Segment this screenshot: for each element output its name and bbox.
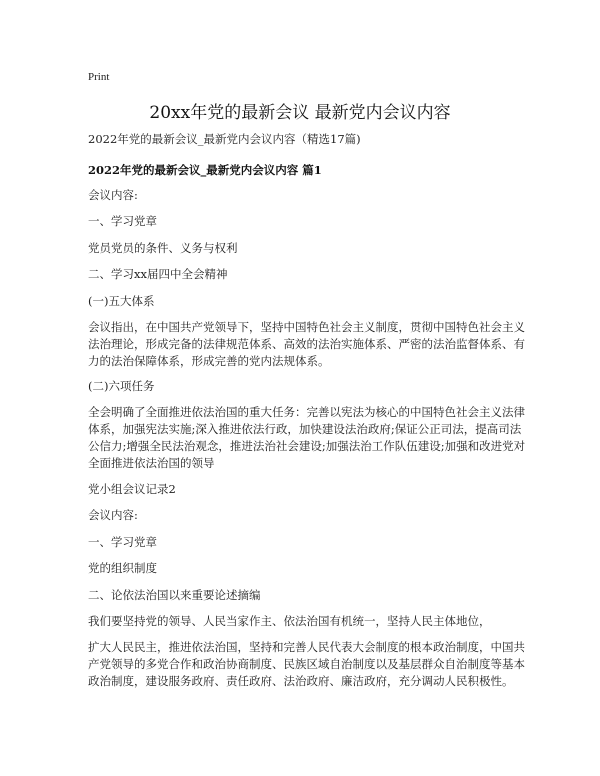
s2-paragraph-2: 扩大人民民主，推进依法治国，坚持和完善人民代表大会制度的根本政治制度，中国共产党领导的多党合作和政治协商制度、民族区域自治制度以及基层群众自治制度等基本政治制度，建设服务政府、责任政府、法治政府、廉洁政府，充分调动人民积极性。 [88,640,525,688]
s2-heading: 党小组会议记录2 [88,482,176,496]
print-link[interactable]: Print [88,71,110,83]
page-title: 20xx年党的最新会议 最新党内会议内容 [149,103,451,123]
s2-paragraph-1: 我们要坚持党的领导、人民当家作主、依法治国有机统一，坚持人民主体地位， [88,614,491,628]
s2-meeting-label: 会议内容: [88,508,138,522]
s1-sub2: (二)六项任务 [88,379,155,393]
s1-item1-text: 党员党员的条件、义务与权利 [88,241,238,255]
s1-sub1: (一)五大体系 [88,294,155,308]
subtitle: 2022年党的最新会议_最新党内会议内容（精选17篇) [88,132,361,146]
section1-heading: 2022年党的最新会议_最新党内会议内容 篇1 [88,163,322,177]
s1-item2: 二、学习xx届四中全会精神 [88,267,228,281]
s2-item1-text: 党的组织制度 [88,561,157,575]
s2-item2: 二、论依法治国以来重要论述摘编 [88,588,261,602]
s1-meeting-label: 会议内容: [88,188,138,202]
s2-item1: 一、学习党章 [88,535,157,549]
s1-item1: 一、学习党章 [88,214,157,228]
s1-sub1-text: 会议指出，在中国共产党领导下，坚持中国特色社会主义制度，贯彻中国特色社会主义法治理论，形成完备的法律规范体系、高效的法治实施体系、严密的法治监督体系、有力的法治保障体系，形成完善的党内法规体系。 [88,320,525,368]
s1-sub2-text: 全会明确了全面推进依法治国的重大任务：完善以宪法为核心的中国特色社会主义法律体系，加强宪法实施;深入推进依法行政，加快建设法治政府;保证公正司法，提高司法公信力;增强全民法治观念，推进法治社会建设;加强法治工作队伍建设;加强和改进党对全面推进依法治国的领导 [88,405,526,470]
